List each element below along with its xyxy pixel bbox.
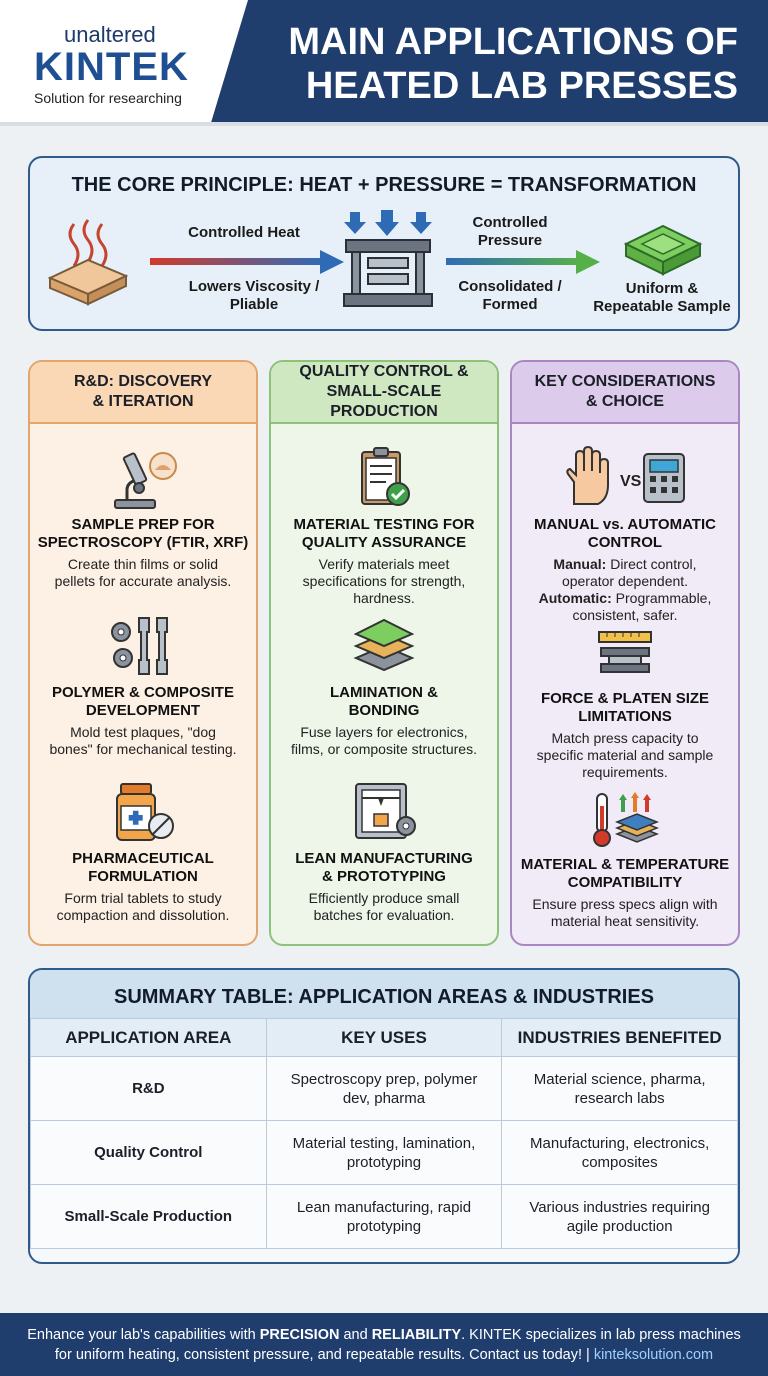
summary-title: SUMMARY TABLE: APPLICATION AREAS & INDUSTRIES	[30, 970, 738, 1018]
column-rd-title: R&D: DISCOVERY & ITERATION	[30, 362, 256, 424]
pressure-arrow	[446, 250, 606, 274]
item-lean-manufacturing: LEAN MANUFACTURING & PROTOTYPING Efficiently produce small batches for evaluation.	[271, 780, 497, 924]
item-temperature: MATERIAL & TEMPERATURE COMPATIBILITY Ensure press specs align with material heat sensitivity.	[512, 790, 738, 930]
summary-table	[30, 1018, 738, 1249]
sample-icon	[620, 214, 706, 278]
vs-label: VS	[620, 473, 642, 490]
core-title: THE CORE PRINCIPLE: HEAT + PRESSURE = TRANSFORMATION	[71, 174, 697, 196]
header	[0, 0, 768, 126]
heat-arrow	[150, 250, 350, 274]
heated-material-icon	[44, 216, 128, 306]
clipboard-check-icon	[348, 446, 420, 510]
microscope-icon	[107, 446, 179, 510]
item-polymer: POLYMER & COMPOSITE DEVELOPMENT Mold test plaques, "dog bones" for mechanical testing.	[30, 614, 256, 758]
column-header: APPLICATION AREA	[31, 1019, 267, 1057]
core-principle-panel	[28, 156, 740, 331]
item-spectroscopy: SAMPLE PREP FOR SPECTROSCOPY (FTIR, XRF) Create thin films or solid pellets for accurate analysis.	[30, 446, 256, 590]
column-considerations-title: KEY CONSIDERATIONS & CHOICE	[512, 362, 738, 424]
website-link[interactable]: kinteksolution.com	[593, 1347, 714, 1363]
item-lamination: LAMINATION & BONDING Fuse layers for electronics, films, or composite structures.	[271, 614, 497, 758]
heat-label: Controlled Heat	[188, 224, 300, 241]
table-header-row	[31, 1019, 738, 1057]
gears-dogbone-icon	[107, 614, 179, 678]
column-rd	[28, 360, 258, 946]
table-row: Quality Control Material testing, lamination, prototyping Manufacturing, electronics, composites	[31, 1121, 738, 1185]
table-row: Small-Scale Production Lean manufacturing, rapid prototyping Various industries requiring agile production	[31, 1185, 738, 1249]
item-force-platen: FORCE & PLATEN SIZE LIMITATIONS Match press capacity to specific material and sample requirements.	[512, 628, 738, 781]
column-header: INDUSTRIES BENEFITED	[502, 1019, 738, 1057]
item-material-testing: MATERIAL TESTING FOR QUALITY ASSURANCE Verify materials meet specifications for strength, hardness.	[271, 446, 497, 607]
footer: Enhance your lab's capabilities with PRECISION and RELIABILITY. KINTEK specializes in lab press machines for uniform heating, consistent pressure, and repeatable results. Contact us today! | kinteksolution.com	[0, 1313, 768, 1376]
brand-tagline: Solution for researching	[34, 90, 182, 106]
item-manual-vs-auto: VS MANUAL vs. AUTOMATIC CONTROL Manual: Direct control, operator dependent. Automatic: Programmable, consistent, safer.	[512, 446, 738, 624]
pressure-label: Controlled Pressure	[472, 214, 548, 249]
pressure-effect: Consolidated / Formed	[458, 278, 562, 313]
summary-table-panel	[28, 968, 740, 1264]
3d-printer-icon	[348, 780, 420, 844]
column-considerations	[510, 360, 740, 946]
layers-icon	[348, 614, 420, 678]
brand-logo[interactable]	[34, 22, 214, 106]
table-row: R&D Spectroscopy prep, polymer dev, pharma Material science, pharma, research labs	[31, 1057, 738, 1121]
item-pharma: PHARMACEUTICAL FORMULATION Form trial tablets to study compaction and dissolution.	[30, 780, 256, 924]
medicine-bottle-icon	[107, 780, 179, 844]
brand-name: KINTEK	[34, 45, 189, 89]
heat-effect: Lowers Viscosity / Pliable	[188, 278, 320, 313]
platen-ruler-icon	[589, 628, 661, 684]
hand-vs-controller-icon	[560, 446, 690, 510]
thermometer-icon	[585, 790, 665, 850]
column-header: KEY USES	[266, 1019, 502, 1057]
brand-pre: unaltered	[64, 22, 156, 47]
page-title: MAIN APPLICATIONS OF HEATED LAB PRESSES	[288, 21, 738, 107]
press-icon	[338, 210, 438, 310]
result-label: Uniform & Repeatable Sample	[593, 280, 731, 315]
column-qc	[269, 360, 499, 946]
column-qc-title: QUALITY CONTROL & SMALL-SCALE PRODUCTION	[271, 362, 497, 424]
